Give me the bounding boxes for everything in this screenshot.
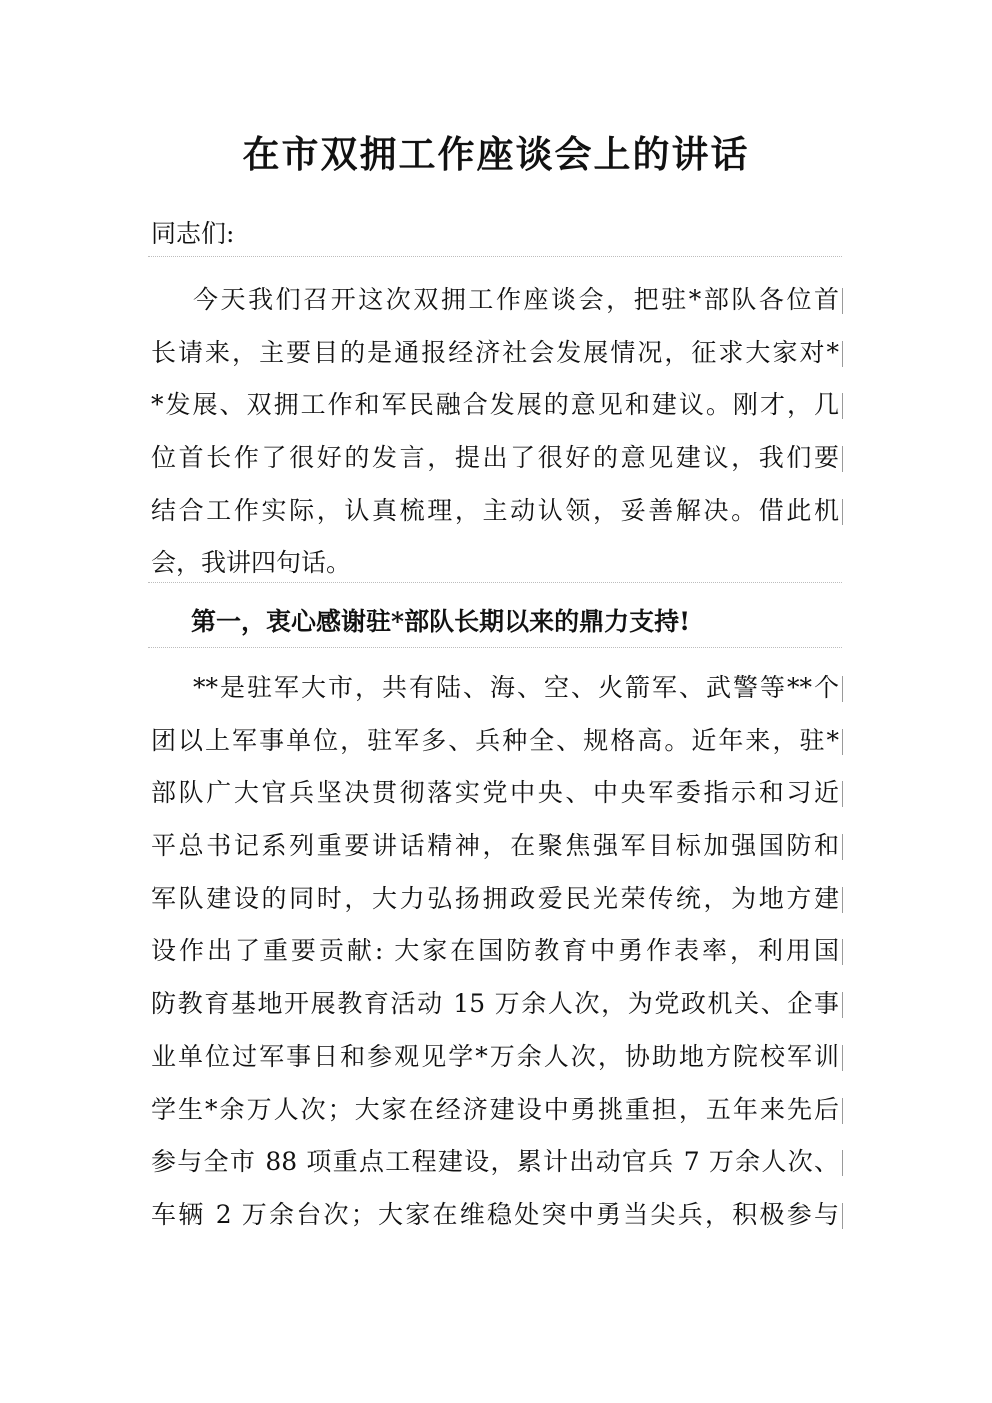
margin-bar [842, 393, 843, 419]
document-title: 在市双拥工作座谈会上的讲话 [242, 132, 750, 176]
margin-bar [842, 992, 843, 1018]
margin-bar [842, 446, 843, 472]
text-line: 参与全市 88 项重点工程建设，累计出动官兵 7 万余人次、 [151, 1136, 843, 1189]
text-line: 长请来，主要目的是通报经济社会发展情况，征求大家对* [151, 327, 843, 380]
text-line: 今天我们召开这次双拥工作座谈会，把驻*部队各位首 [151, 274, 843, 327]
margin-bar [842, 729, 843, 755]
margin-bar [842, 1150, 843, 1176]
text-line: 结合工作实际，认真梳理，主动认领，妥善解决。借此机 [151, 485, 843, 538]
text-line: 业单位过军事日和参观见学*万余人次，协助地方院校军训 [151, 1031, 843, 1084]
text-line: 设作出了重要贡献: 大家在国防教育中勇作表率，利用国 [151, 925, 843, 978]
text-line: 团以上军事单位，驻军多、兵种全、规格高。近年来，驻* [151, 715, 843, 768]
section-heading: 第一，衷心感谢驻*部队长期以来的鼎力支持! [191, 607, 691, 636]
margin-bar [842, 939, 843, 965]
margin-bar [842, 288, 843, 314]
text-line: *发展、双拥工作和军民融合发展的意见和建议。刚才，几 [151, 379, 843, 432]
text-line: 位首长作了很好的发言，提出了很好的意见建议，我们要 [151, 432, 843, 485]
margin-bar [842, 1203, 843, 1229]
text-line: 学生*余万人次；大家在经济建设中勇挑重担，五年来先后 [151, 1084, 843, 1137]
divider-line [148, 647, 842, 648]
salutation: 同志们: [151, 219, 235, 248]
paragraph-section-1 [151, 662, 843, 1242]
margin-bar [842, 1045, 843, 1071]
text-line: 部队广大官兵坚决贯彻落实党中央、中央军委指示和习近 [151, 767, 843, 820]
paragraph-intro [151, 274, 843, 590]
margin-bar [842, 1098, 843, 1124]
text-line: **是驻军大市，共有陆、海、空、火箭军、武警等**个 [151, 662, 843, 715]
divider-line [148, 582, 842, 583]
margin-bar [842, 499, 843, 525]
margin-bar [842, 834, 843, 860]
text-line: 平总书记系列重要讲话精神，在聚焦强军目标加强国防和 [151, 820, 843, 873]
margin-bar [842, 887, 843, 913]
text-line: 军队建设的同时，大力弘扬拥政爱民光荣传统，为地方建 [151, 873, 843, 926]
text-line: 会，我讲四句话。 [151, 548, 352, 578]
text-line: 防教育基地开展教育活动 15 万余人次，为党政机关、企事 [151, 978, 843, 1031]
text-line: 车辆 2 万余台次；大家在维稳处突中勇当尖兵，积极参与 [151, 1189, 843, 1242]
margin-bar [842, 781, 843, 807]
divider-line [148, 256, 842, 257]
margin-bar [842, 341, 843, 367]
margin-bar [842, 676, 843, 702]
